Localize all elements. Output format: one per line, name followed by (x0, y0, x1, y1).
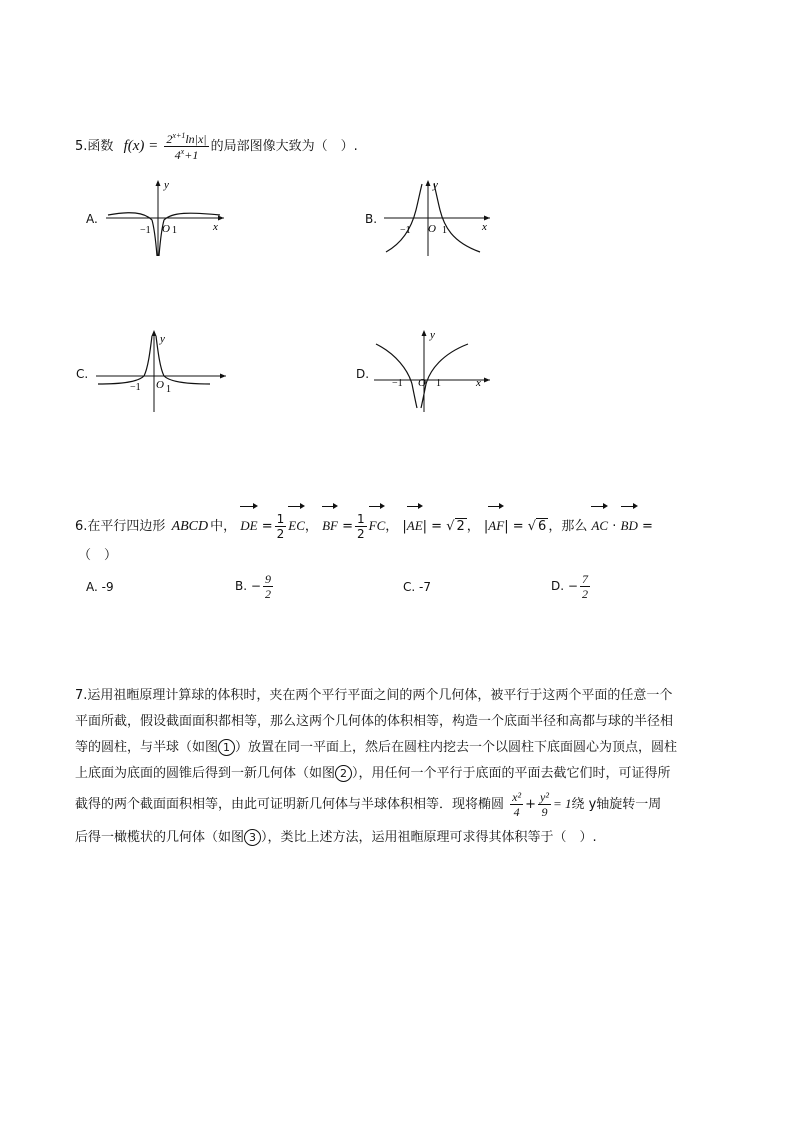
graph-b-o: O (428, 223, 436, 235)
vec-bd: BD (621, 504, 638, 544)
q5-graph-b (382, 176, 494, 258)
graph-c-y: y (160, 333, 165, 345)
q5-option-d-label: D. (356, 367, 370, 381)
q6-option-c: C. -7 (403, 580, 431, 594)
q5-fraction (164, 132, 208, 161)
vec-fc: FC (369, 504, 386, 544)
ellipse-eq: = 1 (552, 796, 572, 811)
circled-2: 2 (335, 765, 352, 782)
graph-c-pos1: 1 (166, 384, 171, 395)
q7-line-1: 7.运用祖暅原理计算球的体积时，夹在两个平行平面之间的两个几何体，被平行于这两个平面的任意一个 (75, 688, 673, 703)
q7-line-5: 截得的两个截面面积相等，由此可证明新几何体与半球体积相等．现将椭圆 $\frac{\text{x²}}{4}$ + $\frac{\text{y²}}{9}$ = 1绕 y轴旋转一周 (75, 790, 662, 819)
q6-text-3: ，那么 (548, 519, 588, 534)
q5-stem (75, 128, 358, 164)
circled-3: 3 (244, 829, 261, 846)
q6-abcd: ABCD (171, 519, 209, 534)
sqrt-6: √ 6 (527, 519, 547, 534)
graph-d-o: O (418, 377, 426, 389)
graph-a-o: O (162, 223, 170, 235)
q7-line-6: 后得一橄榄状的几何体（如图 3 ），类比上述方法，运用祖暅原理可求得其体积等于（ ）. (75, 830, 597, 845)
q7-line-4: 上底面为底面的圆锥后得到一新几何体（如图 2 ），用任何一个平行于底面的平面去截它们时，可证得所 (75, 766, 671, 781)
q6-number: 6. (75, 519, 88, 534)
graph-c-neg1: −1 (130, 382, 141, 393)
graph-d-y: y (430, 329, 435, 341)
graph-a-pos1: 1 (172, 225, 177, 236)
q6-option-a: A. -9 (86, 580, 114, 594)
q5-number: 5. (75, 139, 88, 154)
circled-1: 1 (218, 739, 235, 756)
q6-text-2: 中， (210, 519, 237, 534)
q5-f-lhs: f(x) = (123, 138, 159, 154)
graph-b-x: x (482, 221, 487, 233)
q5-numerator: $2^{x+1}\ln|x|$ (166, 131, 207, 146)
q5-graph-a (100, 176, 230, 258)
graph-d-pos1: 1 (436, 378, 441, 389)
graph-a-x: x (213, 221, 218, 233)
graph-a-y: y (164, 179, 169, 191)
q5-prefix: 函数 (87, 139, 114, 154)
q5-denominator: $4^x+1$ (174, 147, 199, 162)
q5-option-c-label: C. (76, 367, 89, 381)
q6-stem: 6.在平行四边形 ABCD 中， DE = $\frac{1}{2}$ EC， BF = $\frac{1}{2}$ FC， |AE| = √ 2 ， |AF| = √ 6 ，那么 AC · BD = (75, 504, 653, 540)
q5-graph-c (92, 326, 232, 414)
q5-option-b-label: B. (365, 212, 378, 226)
vec-bf: BF (322, 504, 338, 544)
ellipse-y-term: $\frac{\text{y²}}{9}$ (540, 790, 549, 819)
graph-b-neg1: −1 (400, 225, 411, 236)
graph-d-neg1: −1 (392, 378, 403, 389)
q5-suffix: 的局部图像大致为（ ）. (210, 139, 358, 154)
q5-option-a-label: A. (86, 212, 98, 226)
q6-half-den-2: 2 (356, 527, 365, 541)
q6-half-num-2: 1 (356, 512, 365, 526)
q6-half-den-1: 2 (276, 527, 285, 541)
graph-a-neg1: −1 (140, 225, 151, 236)
q6-half-num-1: 1 (276, 512, 285, 526)
vec-ec: EC (288, 504, 305, 544)
graph-d-x: x (476, 377, 481, 389)
q5-graph-d (372, 326, 496, 414)
vec-de: DE (240, 504, 257, 544)
vec-ac: AC (591, 504, 608, 544)
graph-b-y: y (433, 179, 438, 191)
q6-text-1: 在平行四边形 (87, 519, 166, 534)
graph-c-o: O (156, 379, 164, 391)
q7-line-3: 等的圆柱，与半球（如图 1 ）放置在同一平面上，然后在圆柱内挖去一个以圆柱下底面圆心为顶点，圆柱 (75, 740, 678, 755)
sqrt-2: √ 2 (446, 519, 465, 534)
vec-af: AF (488, 504, 504, 544)
q6-option-d: D. − $\frac{7}{2}$ (551, 572, 588, 601)
ellipse-x-term: $\frac{\text{x²}}{4}$ (512, 790, 522, 819)
graph-b-pos1: 1 (442, 225, 447, 236)
vec-ae: AE (407, 504, 423, 544)
q6-blank: （ ） (78, 548, 118, 563)
q7-line-2: 平面所截，假设截面面积都相等，那么这两个几何体的体积相等，构造一个底面半径和高都与球的半径相 (75, 714, 674, 729)
q6-option-b: B. − $\frac{9}{2}$ (235, 572, 271, 601)
